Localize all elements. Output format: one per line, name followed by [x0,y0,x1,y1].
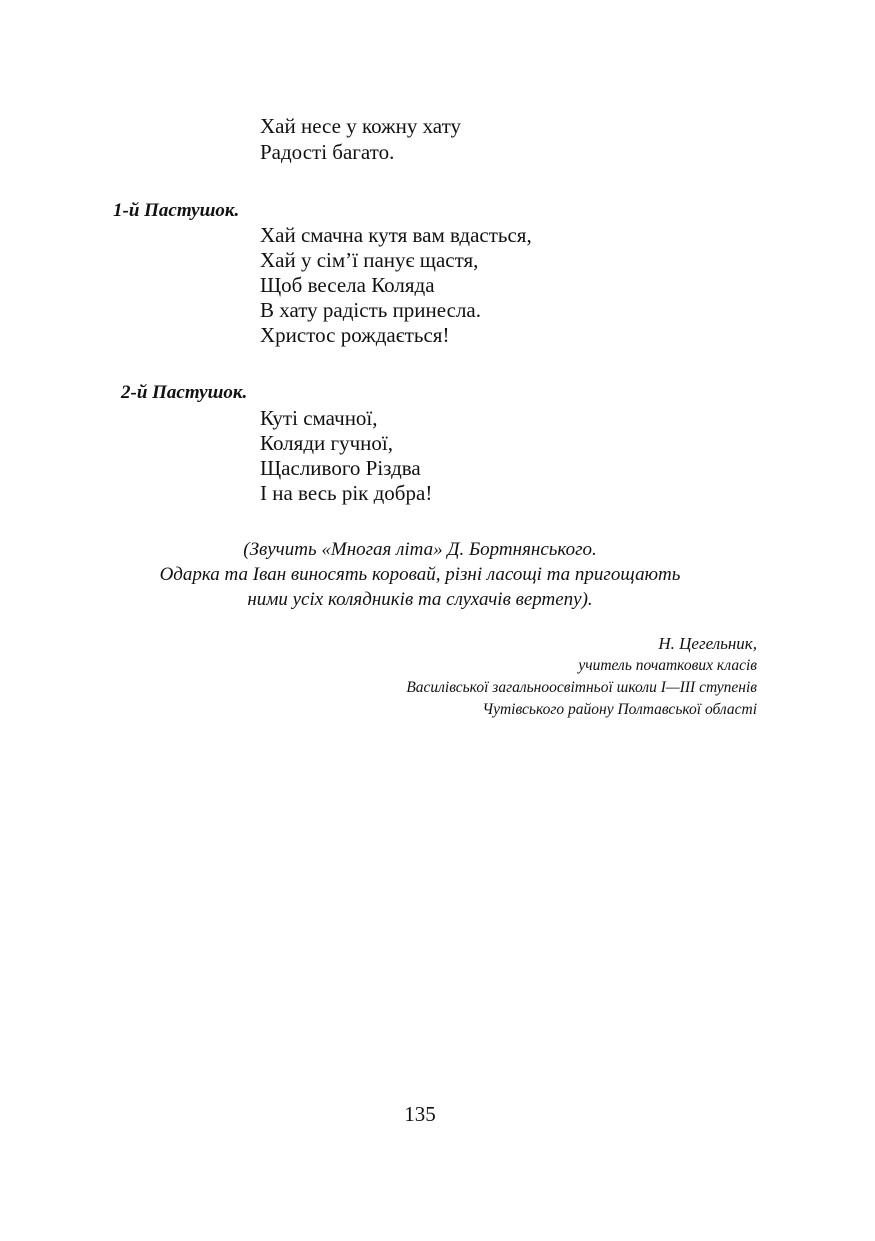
author-region: Чутівського району Полтавської області [482,701,757,718]
verse-line: І на весь рік добра! [260,481,433,505]
author-name: Н. Цегельник, [658,634,757,653]
verse-line: Хай несе у кожну хату [260,114,461,138]
stage-direction-line: (Звучить «Многая літа» Д. Бортнянського. [243,539,597,560]
author-school: Василівської загальноосвітньої школи І—ІІІ ступенів [406,679,757,696]
verse-line: Щасливого Різдва [260,456,421,480]
speaker-2-label: 2-й Пастушок. [121,382,248,403]
verse-line: Хай у сім’ї панує щастя, [260,248,479,272]
page-number: 135 [404,1102,436,1126]
verse-line: Куті смачної, [260,406,378,430]
verse-line: Коляди гучної, [260,431,393,455]
verse-line: Радості багато. [260,140,395,164]
stage-direction-line: ними усіх колядників та слухачів вертепу). [247,589,593,610]
verse-line: Щоб весела Коляда [260,273,435,297]
stage-direction-line: Одарка та Іван виносять коровай, різні ласощі та пригощають [159,564,681,585]
verse-line: В хату радість принесла. [260,298,482,322]
verse-line: Хай смачна кутя вам вдасться, [260,223,532,247]
verse-line: Христос рождається! [260,323,450,347]
author-position: учитель початкових класів [578,657,757,674]
speaker-1-label: 1-й Пастушок. [113,200,240,221]
